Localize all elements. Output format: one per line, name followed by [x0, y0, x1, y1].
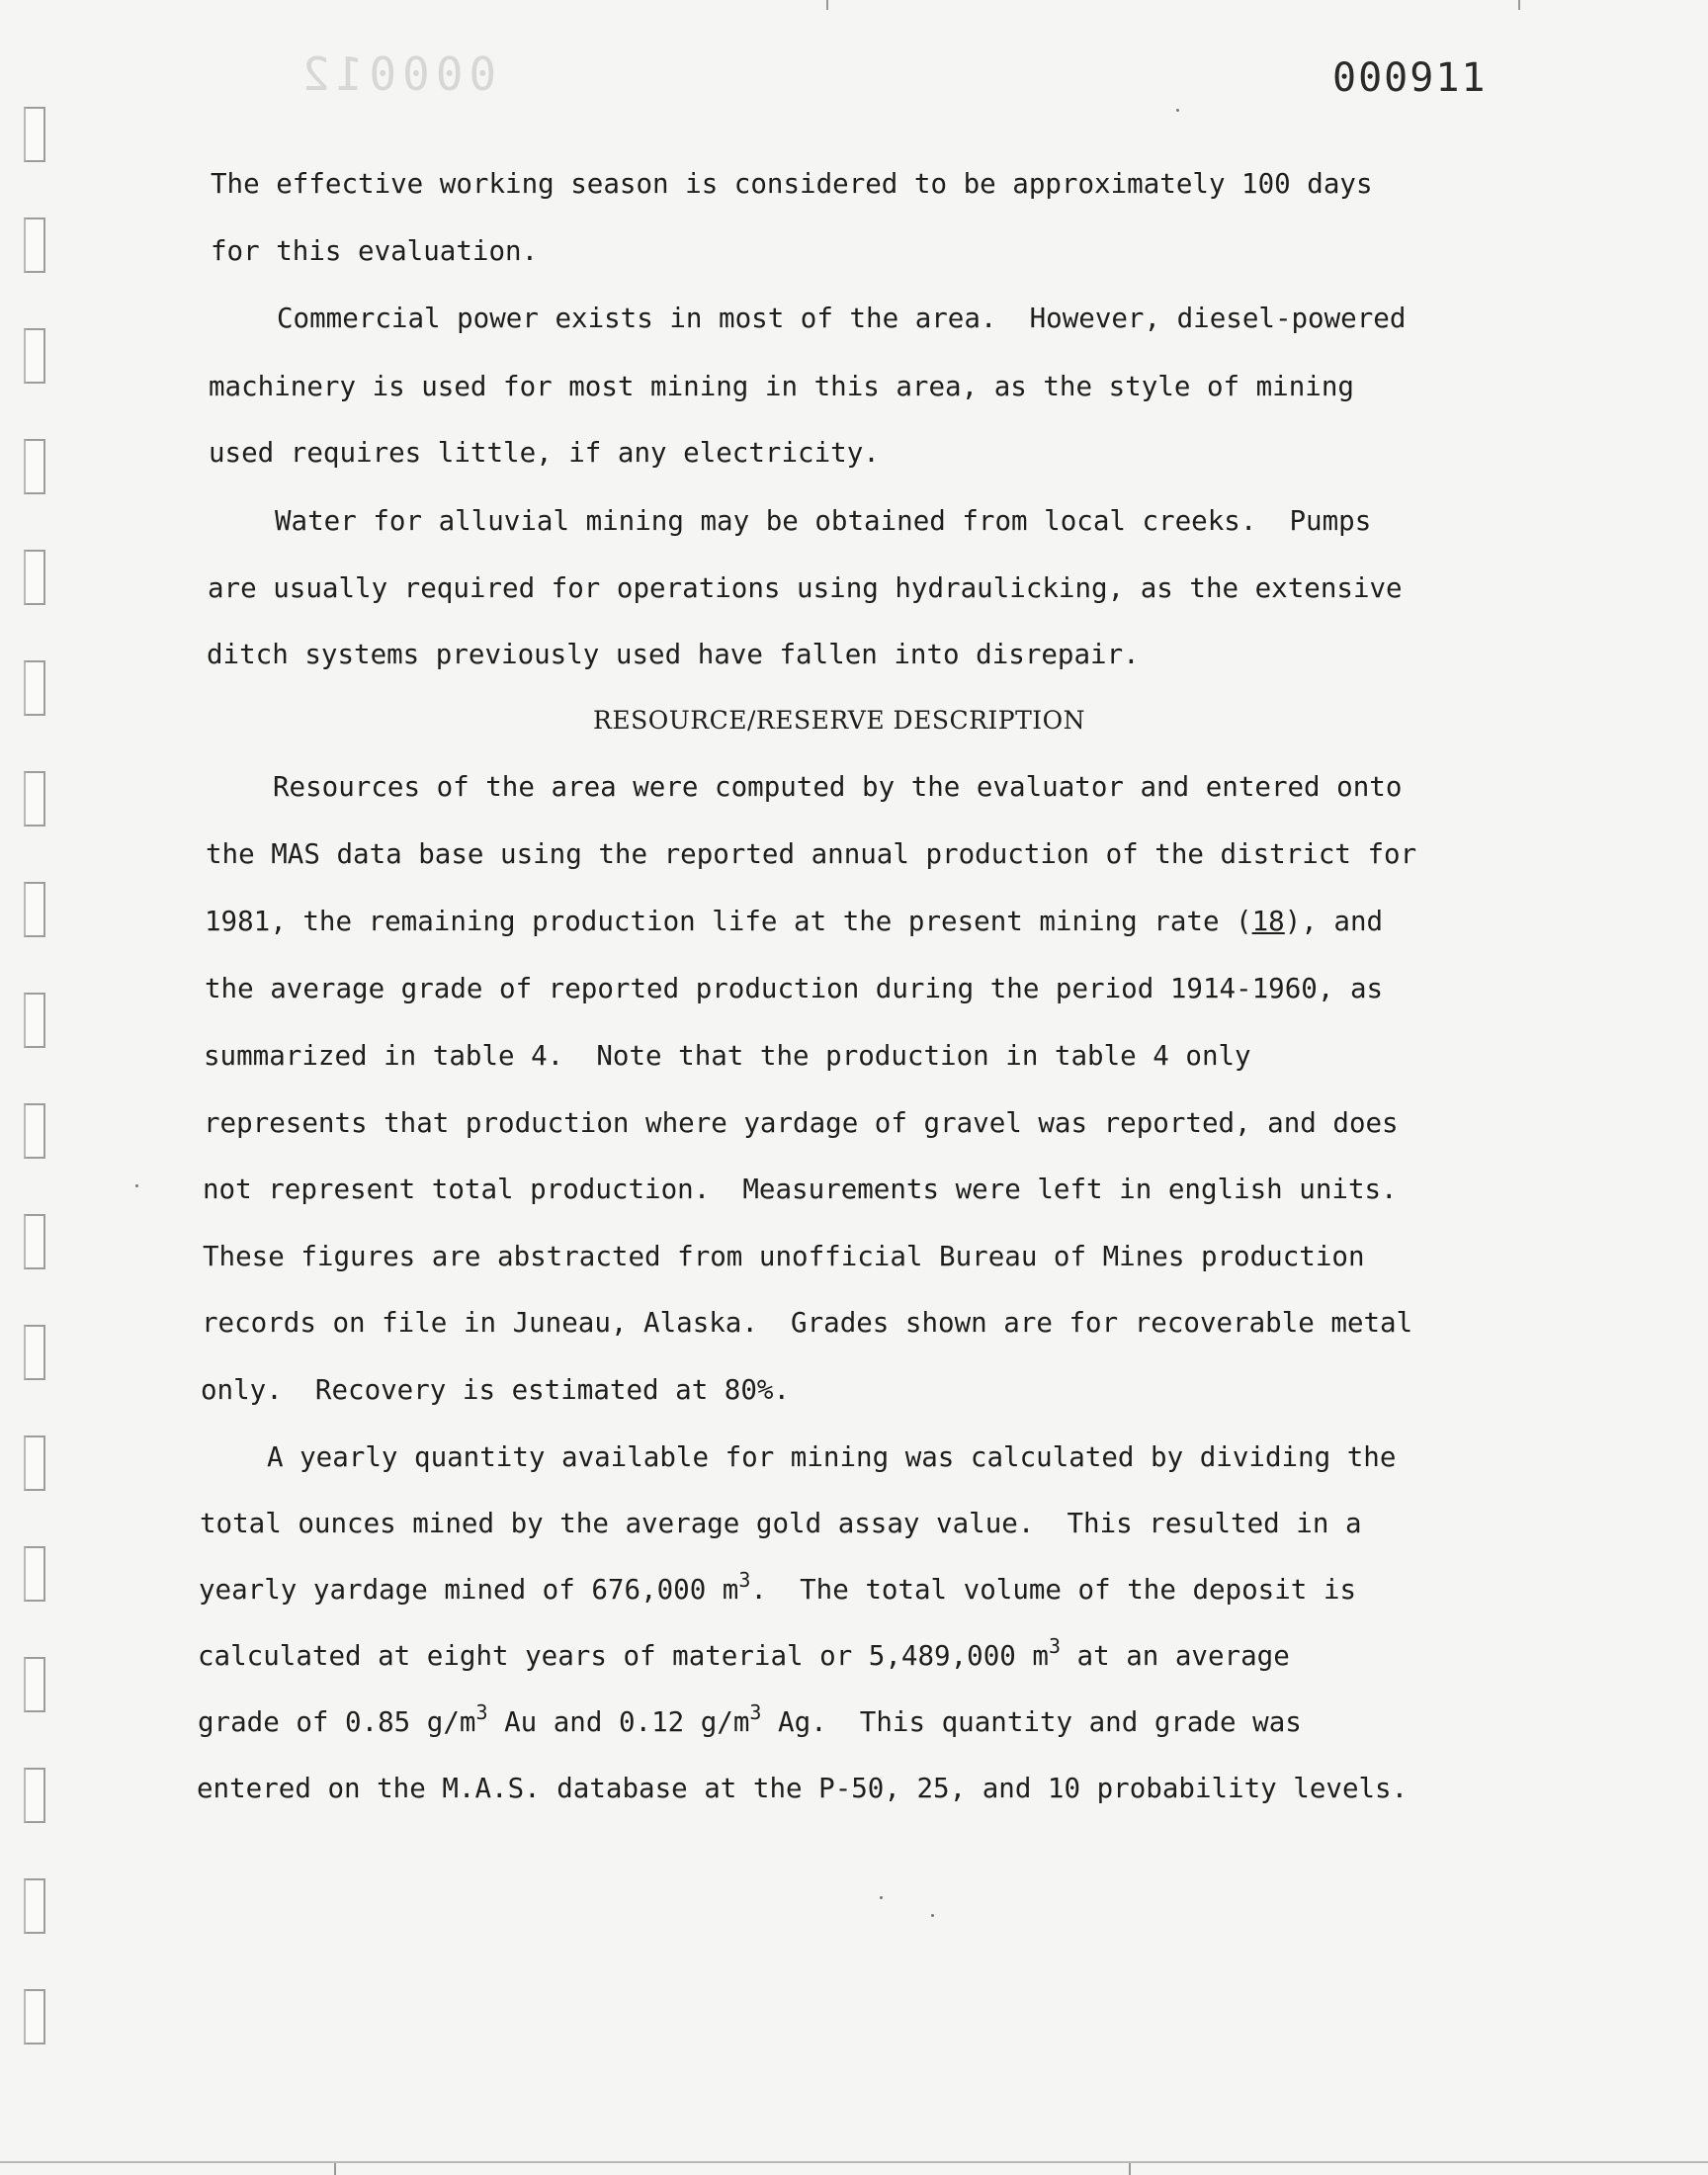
text-segment: ), and	[1284, 906, 1384, 937]
margin-hole	[24, 660, 45, 716]
body-text-line: not represent total production. Measurements were left in english units.	[203, 1174, 1398, 1205]
text-segment: calculated at eight years of material or 5,489,000 m	[198, 1640, 1049, 1672]
section-heading: RESOURCE/RESERVE DESCRIPTION	[593, 706, 1086, 735]
body-text-line: These figures are abstracted from unofficial Bureau of Mines production	[203, 1241, 1365, 1272]
body-text-line: are usually required for operations using hydraulicking, as the extensive	[208, 572, 1403, 604]
margin-hole-strip	[24, 0, 53, 2175]
margin-hole	[24, 328, 45, 384]
text-segment: grade of 0.85 g/m	[198, 1706, 476, 1738]
body-text-line: represents that production where yardage of gravel was reported, and does	[204, 1107, 1399, 1139]
bleed-through-number: 000012	[297, 47, 497, 101]
scan-edge-mark	[1129, 2163, 1131, 2175]
body-text-line	[198, 1700, 1302, 1738]
margin-hole	[24, 1768, 45, 1823]
scan-speck	[880, 1896, 883, 1899]
body-text-line	[205, 906, 1383, 937]
text-segment: . The total volume of the deposit is	[750, 1574, 1357, 1606]
scan-edge-mark	[826, 0, 828, 10]
margin-hole	[24, 1657, 45, 1712]
scan-edge-mark	[334, 2163, 336, 2175]
body-text-line: Commercial power exists in most of the area. However, diesel-powered	[277, 303, 1407, 334]
text-segment: 1981, the remaining production life at the present mining rate (	[205, 906, 1252, 937]
body-text-line: the average grade of reported production during the period 1914-1960, as	[205, 973, 1384, 1004]
margin-hole	[24, 882, 45, 937]
margin-hole	[24, 550, 45, 605]
superscript: 3	[475, 1700, 488, 1724]
margin-hole	[24, 439, 45, 494]
margin-hole	[24, 993, 45, 1048]
margin-hole	[24, 771, 45, 826]
scan-speck	[135, 1184, 138, 1187]
body-text-line: Resources of the area were computed by the evaluator and entered onto	[273, 771, 1403, 803]
margin-hole	[24, 107, 45, 162]
body-text-line: Water for alluvial mining may be obtained from local creeks. Pumps	[275, 505, 1372, 537]
body-text-line: records on file in Juneau, Alaska. Grades shown are for recoverable metal	[202, 1307, 1413, 1339]
superscript: 3	[738, 1568, 751, 1592]
margin-hole	[24, 1546, 45, 1602]
reference-citation: 18	[1251, 906, 1285, 937]
body-text-line: A yearly quantity available for mining was calculated by dividing the	[267, 1441, 1397, 1473]
body-text-line: machinery is used for most mining in this area, as the style of mining	[209, 371, 1354, 402]
body-text-line: for this evaluation.	[211, 235, 539, 267]
margin-hole	[24, 218, 45, 273]
margin-hole	[24, 1214, 45, 1269]
body-text-line: The effective working season is considered to be approximately 100 days	[211, 168, 1373, 200]
scan-speck	[931, 1914, 934, 1917]
text-segment: at an average	[1060, 1640, 1290, 1672]
body-text-line: the MAS data base using the reported annual production of the district for	[206, 838, 1417, 870]
page-number: 000911	[1332, 55, 1488, 101]
body-text-line	[198, 1634, 1290, 1672]
page-bottom-edge	[0, 2161, 1708, 2163]
text-segment: yearly yardage mined of 676,000 m	[199, 1574, 739, 1606]
margin-hole	[24, 1436, 45, 1491]
text-segment: Au and 0.12 g/m	[487, 1706, 750, 1738]
body-text-line: entered on the M.A.S. database at the P-50, 25, and 10 probability levels.	[197, 1773, 1409, 1804]
superscript: 3	[1048, 1634, 1061, 1658]
body-text-line	[199, 1568, 1357, 1606]
body-text-line: ditch systems previously used have fallen into disrepair.	[207, 639, 1140, 670]
scan-speck	[1176, 109, 1179, 112]
margin-hole	[24, 1325, 45, 1380]
margin-hole	[24, 1878, 45, 1934]
scan-edge-mark	[1518, 0, 1520, 10]
body-text-line: summarized in table 4. Note that the production in table 4 only	[204, 1040, 1251, 1072]
body-text-line: used requires little, if any electricity.	[209, 437, 880, 469]
superscript: 3	[749, 1700, 762, 1724]
margin-hole	[24, 1989, 45, 2044]
margin-hole	[24, 1103, 45, 1159]
body-text-line: total ounces mined by the average gold assay value. This resulted in a	[200, 1508, 1362, 1539]
body-text-line: only. Recovery is estimated at 80%.	[201, 1374, 791, 1406]
text-segment: Ag. This quantity and grade was	[761, 1706, 1302, 1738]
